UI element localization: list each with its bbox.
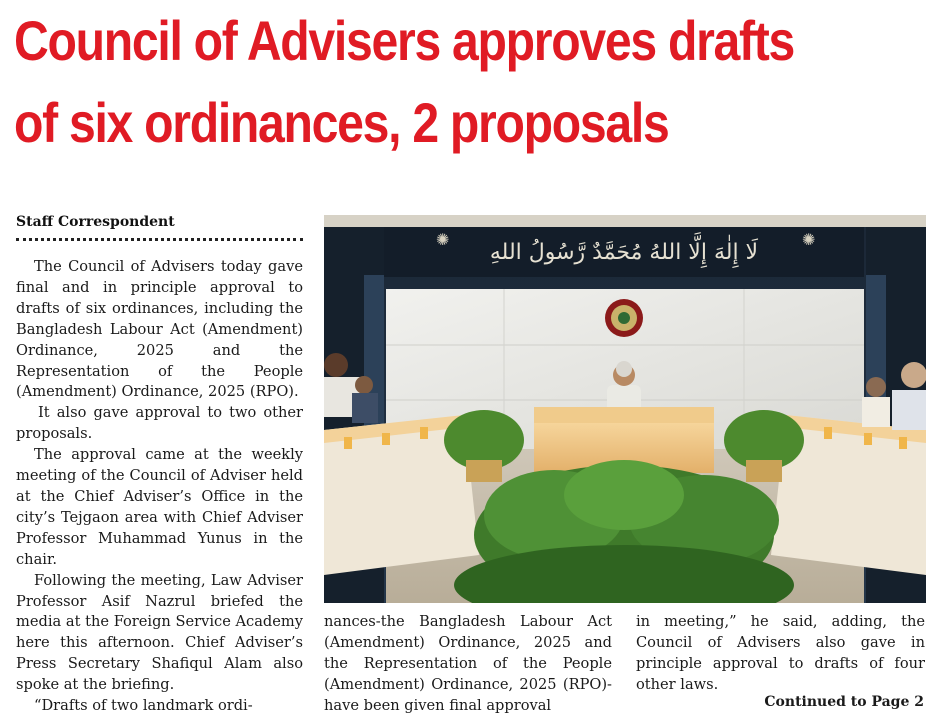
paragraph: nances-the Bangladesh Labour Act (Amendment) Ordinance, 2025 and the Representation of the People (Amendment) Ordinance, 2025 (RPO)-have been given final approval [324,613,612,714]
article-column-2 [324,612,612,717]
article-column-1 [16,257,303,717]
dotted-divider [16,238,303,241]
paragraph: The approval came at the weekly meeting of the Council of Adviser held at the Chief Adviser’s Office in the city’s Tejgaon area with Chief Adviser Professor Muhammad Yunus in the chair. [16,446,303,568]
paragraph: “Drafts of two landmark ordi- [34,697,253,715]
wall-inscription: لَا إِلٰهَ إِلَّا اللهُ مُحَمَّدٌ رَّسُولُ اللهِ [489,240,759,265]
meeting-photo-illustration [324,215,926,603]
paragraph: The Council of Advisers today gave final and in principle approval to drafts of six ordinances, including the Bangladesh Labour Act (Amendment) Ordinance, 2025 and the Representation of the People (Amendment) Ordinance, 2025 (RPO). [16,258,303,401]
continued-label: Continued to Page 2 [764,694,924,710]
ornament-icon: ✺ [436,230,450,249]
meeting-photo [324,215,926,603]
ornament-icon: ✺ [802,230,816,249]
headline [14,0,802,164]
headline-line-2: of six ordinances, 2 proposals [14,91,669,154]
article-column-3 [636,612,925,696]
paragraph: Following the meeting, Law Adviser Professor Asif Nazrul briefed the media at the Foreign Service Academy here this afternoon. Chief Adviser’s Press Secretary Shafiqul Alam also spoke at the briefing. [16,571,303,694]
paragraph: It also gave approval to two other proposals. [16,404,303,443]
byline: Staff Correspondent [16,214,175,230]
headline-line-1: Council of Advisers approves drafts [14,9,795,72]
paragraph: in meeting,” he said, adding, the Council of Advisers also gave in principle approval to drafts of four other laws. [636,613,925,693]
